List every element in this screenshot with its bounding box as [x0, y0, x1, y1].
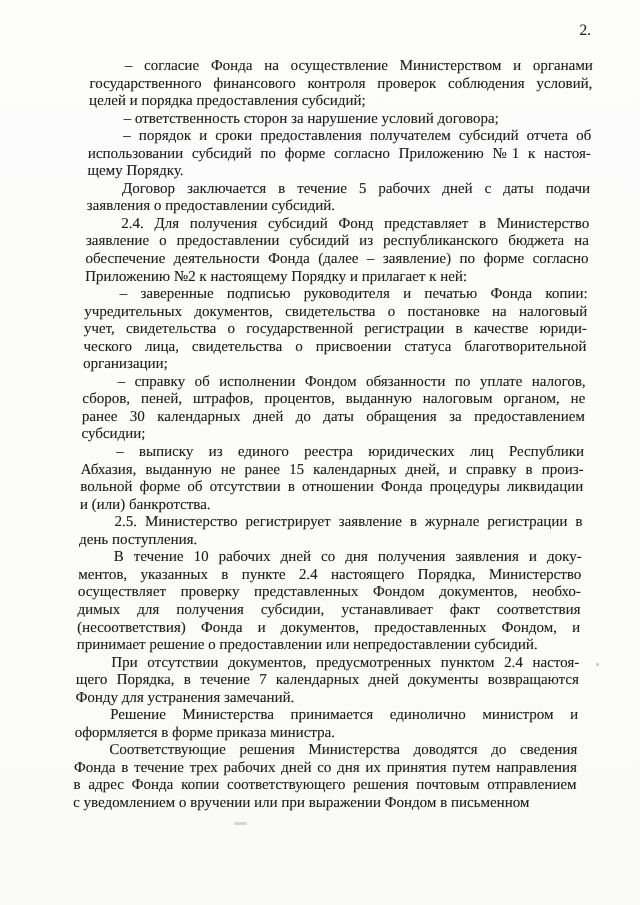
text-line: – заверенные подписью руководителя и печатью Фонда копии:: [119, 286, 588, 303]
text-line: вольной форме об отсутствии в отношении Фонда процедуры ликвидации: [80, 479, 584, 496]
paragraph: [85, 216, 590, 286]
text-line: организации;: [82, 356, 168, 373]
text-line: – ответственность сторон за нарушение условий договора;: [123, 110, 499, 127]
text-line: Соответствующие решения Министерства доводятся до сведения: [109, 742, 578, 759]
paragraph: [88, 111, 591, 129]
text-line: учредительных документов, свидетельства о постановке на налоговый: [84, 303, 588, 320]
text-line: Фонда в течение трех рабочих дней со дня их принятия путем направления: [73, 759, 578, 776]
text-line: государственного финансового контроля проверок соблюдения условий,: [89, 75, 593, 92]
text-line: – справку об исполнении Фондом обязанности по уплате налогов,: [117, 373, 586, 390]
text-line: Фонду для устранения замечаний.: [75, 689, 295, 706]
text-line: 2.5. Министерство регистрирует заявление в журнале регистрации в: [114, 514, 583, 531]
text-line: использовании субсидий по форме согласно Приложению №1 к настоя-: [87, 145, 592, 162]
text-line: Решение Министерства принимается единолично министром и: [109, 707, 579, 724]
text-line: обеспечение деятельности Фонда (далее – заявление) по форме согласно: [85, 251, 589, 268]
text-line: Приложению №2 к настоящему Порядку и прилагает к ней:: [84, 268, 468, 285]
text-line: – согласие Фонда на осуществление Министерством и органами: [124, 58, 594, 74]
paragraph: [83, 286, 588, 374]
text-line: и (или) банкротства.: [79, 496, 211, 513]
text-line: оформляется в форме приказа министра.: [74, 724, 336, 741]
text-body: [73, 58, 593, 813]
paragraph: [86, 181, 590, 216]
paragraph: [76, 549, 581, 654]
text-line: осуществляет проверку представленных Фондом документов, необхо-: [77, 584, 582, 601]
text-line: принимает решение о предоставлении или непредоставлении субсидий.: [76, 637, 538, 654]
text-line: В течение 10 рабочих дней со дня получения заявления и доку-: [113, 549, 582, 566]
paragraph: [74, 707, 578, 742]
text-line: с уведомлением о вручении или при выражении Фондом в письменном: [72, 794, 530, 811]
paragraph: [79, 514, 583, 549]
text-line: ментов, указанных в пункте 2.4 настоящего Порядка, Министерство: [78, 566, 582, 583]
text-line: целей и порядка предоставления субсидий;: [88, 93, 366, 110]
text-line: При отсутствии документов, предусмотренных пунктом 2.4 настоя-: [111, 654, 580, 671]
text-line: димых для получения субсидии, устанавливает факт соответствия: [77, 601, 581, 618]
text-line: Абхазия, выданную не ранее 15 календарных дней, и справку в произ-: [80, 461, 584, 478]
scan-speck-artifact: [596, 663, 599, 666]
paragraph: [81, 374, 586, 444]
text-line: заявление о предоставлении субсидий из республиканского бюджета на: [85, 233, 590, 250]
text-line: сборов, пеней, штрафов, процентов, выданную налоговым органом, не: [82, 391, 586, 408]
text-line: субсидии;: [81, 426, 146, 443]
text-line: учет, свидетельства о государственной регистрации в качестве юриди-: [83, 321, 588, 338]
text-line: ранее 30 календарных дней до даты обращения за предоставлением: [81, 408, 586, 425]
text-line: день поступления.: [78, 531, 198, 548]
text-line: заявления о предоставлении субсидий.: [86, 198, 336, 215]
text-line: щему Порядку.: [87, 163, 184, 180]
text-line: – порядок и сроки предоставления получателем субсидий отчета об: [123, 128, 592, 145]
paragraph: [80, 444, 585, 514]
text-line: Договор заключается в течение 5 рабочих дней с даты подачи: [121, 180, 591, 197]
text-line: (несоответствия) Фонда и документов, предоставленных Фондом, и: [76, 619, 581, 636]
page-number: 2.: [579, 22, 591, 39]
text-line: в адрес Фонда копии соответствующего решения почтовым отправлением: [73, 777, 577, 794]
paragraph: [87, 128, 591, 181]
paragraph: [73, 742, 578, 812]
paragraph: [75, 655, 579, 708]
text-line: ческого лица, свидетельства о присвоении статуса благотворительной: [83, 338, 587, 355]
text-line: – выписку из единого реестра юридических лиц Республики: [115, 444, 585, 461]
scan-smudge-artifact: [234, 822, 247, 825]
text-line: 2.4. Для получения субсидий Фонд представляет в Министерство: [121, 215, 590, 232]
paragraph: [89, 58, 593, 111]
text-line: щего Порядка, в течение 7 календарных дней документы возвращаются: [75, 672, 580, 689]
